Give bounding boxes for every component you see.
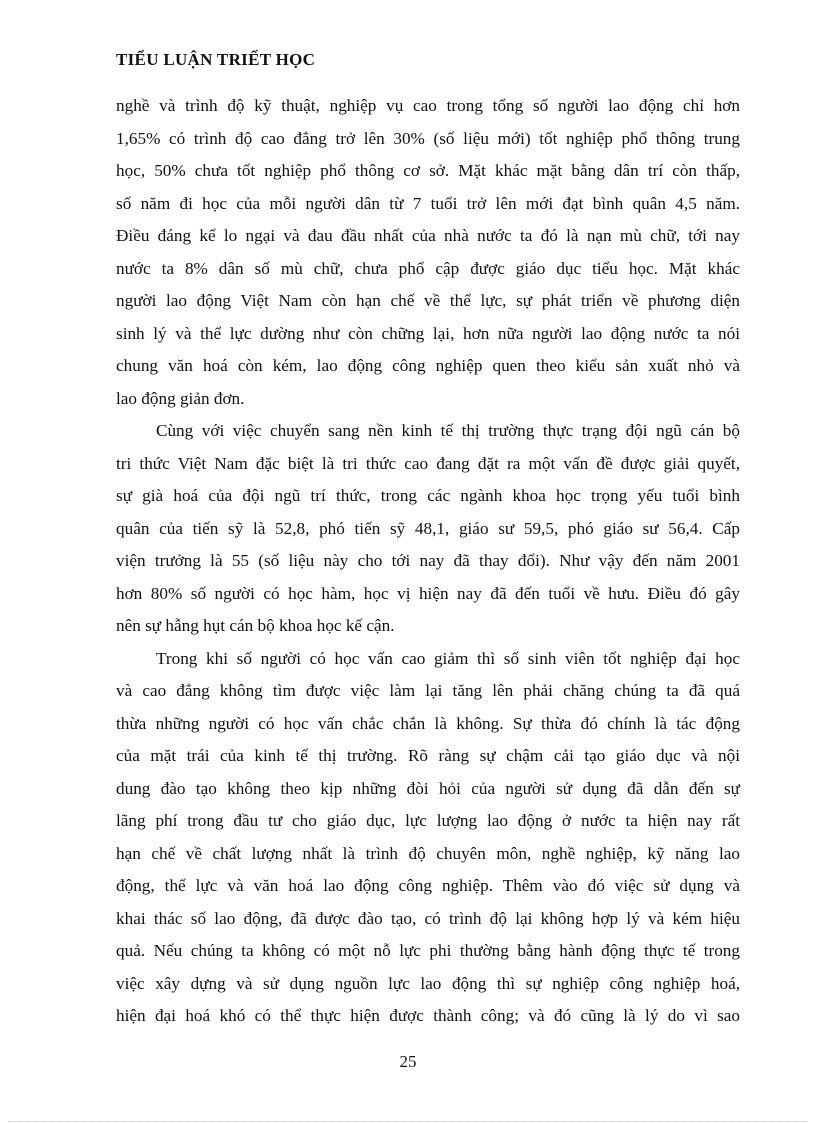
page-header-title: TIỂU LUẬN TRIẾT HỌC bbox=[116, 50, 316, 69]
text-line: quả. Nếu chúng ta không có một nỗ lực phi thường bằng hành động thực tế trong bbox=[116, 941, 740, 960]
text-line: nước ta 8% dân số mù chữ, chưa phổ cập được giáo dục tiểu học. Mặt khác bbox=[116, 258, 740, 278]
paragraph bbox=[116, 643, 740, 1033]
text-line: tri thức Việt Nam đặc biệt là tri thức cao đang đặt ra một vấn đề được giải quyết, bbox=[116, 453, 740, 473]
text-line: hạn chế về chất lượng nhất là trình độ chuyên môn, nghề nghiệp, kỹ năng lao bbox=[116, 843, 740, 863]
text-line: của mặt trái của kinh tế thị trường. Rõ ràng sự chậm cải tạo giáo dục và nội bbox=[116, 746, 740, 765]
text-line: Cùng với việc chuyển sang nền kinh tế thị trường thực trạng đội ngũ cán bộ bbox=[156, 421, 740, 440]
text-line: việc xây dựng và sử dụng nguồn lực lao động thì sự nghiệp công nghiệp hoá, bbox=[116, 973, 740, 993]
text-line: quân của tiến sỹ là 52,8, phó tiến sỹ 48,1, giáo sư 59,5, phó giáo sư 56,4. Cấp bbox=[116, 518, 740, 538]
text-line: chung văn hoá còn kém, lao động công nghiệp quen theo kiểu sản xuất nhỏ và bbox=[116, 356, 740, 375]
text-line: hơn 80% số người có học hàm, học vị hiện nay đã đến tuổi về hưu. Điều đó gây bbox=[116, 583, 740, 603]
text-line: học, 50% chưa tốt nghiệp phổ thông cơ sở. Mặt khác mặt bằng dân trí còn thấp, bbox=[116, 161, 740, 180]
paragraph bbox=[116, 90, 740, 415]
body-text bbox=[116, 90, 740, 1033]
page-number: 25 bbox=[399, 1052, 417, 1071]
text-line: viện trưởng là 55 (số liệu này cho tới nay đã thay đổi). Như vậy đến năm 2001 bbox=[116, 551, 740, 570]
text-line: dung đào tạo không theo kịp những đòi hỏi của người sử dụng đã dẫn đến sự bbox=[116, 778, 740, 798]
text-line: thừa những người có học vấn chắc chắn là không. Sự thừa đó chính là tác động bbox=[116, 713, 740, 733]
text-line: và cao đẳng không tìm được việc làm lại tăng lên phải chăng chúng ta đã quá bbox=[116, 681, 740, 700]
text-line: sinh lý và thể lực dường như còn chững lại, hơn nữa người lao động nước ta nói bbox=[116, 323, 740, 343]
text-line: nên sự hẫng hụt cán bộ khoa học kế cận. bbox=[116, 616, 395, 635]
text-line: Điều đáng kể lo ngại và đau đầu nhất của nhà nước ta đó là nạn mù chữ, tới nay bbox=[116, 226, 740, 245]
text-line: số năm đi học của mỗi người dân từ 7 tuổi trở lên mới đạt bình quân 4,5 năm. bbox=[116, 193, 740, 213]
text-line: Trong khi số người có học vấn cao giảm thì số sinh viên tốt nghiệp đại học bbox=[156, 648, 740, 668]
text-line: hiện đại hoá khó có thể thực hiện được thành công; và đó cũng là lý do vì sao bbox=[116, 1006, 740, 1025]
text-line: 1,65% có trình độ cao đẳng trở lên 30% (số liệu mới) tốt nghiệp phổ thông trung bbox=[116, 128, 740, 148]
text-line: khai thác số lao động, đã được đào tạo, có trình độ lại không hợp lý và kém hiệu bbox=[116, 908, 740, 928]
paragraph bbox=[116, 415, 740, 643]
text-line: sự già hoá của đội ngũ trí thức, trong các ngành khoa học trọng yếu tuổi bình bbox=[116, 486, 740, 505]
text-line: động, thể lực và văn hoá lao động công nghiệp. Thêm vào đó việc sử dụng và bbox=[116, 876, 740, 895]
text-line: nghề và trình độ kỹ thuật, nghiệp vụ cao trong tổng số người lao động chỉ hơn bbox=[116, 96, 740, 115]
text-line: lao động giản đơn. bbox=[116, 388, 245, 408]
text-line: lãng phí trong đầu tư cho giáo dục, lực lượng lao động ở nước ta hiện nay rất bbox=[116, 811, 740, 830]
text-line: người lao động Việt Nam còn hạn chế về thể lực, sự phát triển về phương diện bbox=[116, 291, 740, 310]
footer-divider bbox=[8, 1121, 808, 1122]
